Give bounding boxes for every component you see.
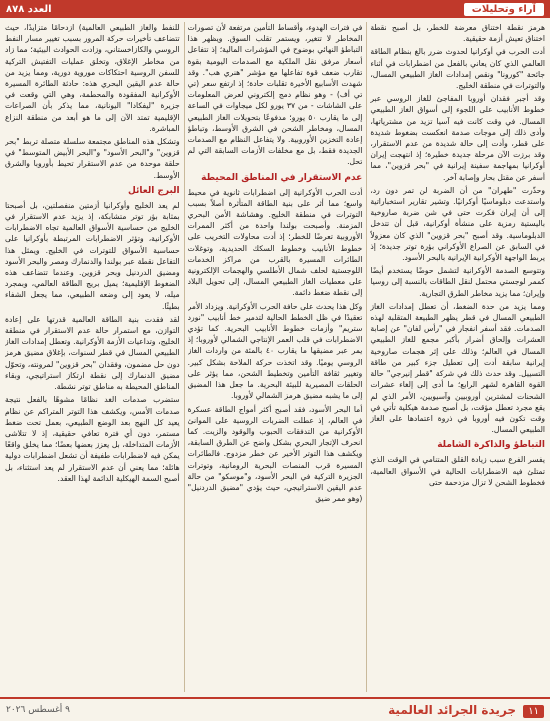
subheading: عدم الاستقرار في المناطق المحيطة [201, 172, 363, 183]
paragraph: لم يعد الخليج وأوكرانيا أزمتين منفصلتين، بل أصبحتا بمثابة بؤر توتر متشابكة، إذ يزيد عدم الاستقرار في الخليج من حساسية الأسواق العالمية تجاه الاضطرابات الأوكرانية، وتؤثر الاضطرابات المرتبطة بأوكرانيا على حساسية الأسواق للتوترات في الخليج. ويمثل هذا التفاعل نقطة عبر بولندا والدنمارك ومصر والبحر الأسود ومضيق الدردنيل وبحر قزوين. وعندما تتضاعف هذه الضغوط الإقليمية؛ يميل بريج الطاقة العالمي، وبمجرد ميله، لا يعود إلى وضعه الطبيعي، مما يجعل الشفاء بطيئًا. [4, 200, 180, 311]
paragraph: أدت الحرب في أوكرانيا لحدوث ضرر بالغ بنظام الطاقة العالمي الذي كان يعاني بالفعل من اضطرابات في أثناء جائحة "كورونا" ونقص إمدادات الغاز الطبيعي المسال، والتوترات في منطقة الخليج. [370, 47, 545, 91]
paragraph: للنفط والغاز الطبيعي العالمية) ازدحامًا متزايدًا، حيث تتضاعف تأخيرات حركة المرور بسبب تغيير مسار النفط الروسي والكازاخستاني، وزادت الحوادث البيئية؛ مما زاد من مخاطر الإغلاق، وتخلق عمليات التفتيش التركية للسفن الروسية احتكاكات موروية دورية، ومما يزيد من حالة عدم اليقين البحري هذه: حادثة الطائرة المسيرة الأوكرانية المفقودة والمحطمة، وهي التي وقعت في جزيرة "ليفكادا" اليونانية، مما يذكر بأن الصراعات الإقليمية تمتد الآن إلى ما هو أبعد من منطقة النزاع المباشرة. [4, 23, 180, 133]
paragraph: ستضرب صدمات الغد نظامًا مشوهًا بالفعل نتيجة صدمات الأمس، ويكشف هذا التوتر المتراكم عن نظام يعيد كل النهج بعد الوضع الطبيعي، بعمل تحت ضغط مستمر، دون أي فترة تعافي حقيقية، إذ لا تتلاشى الأزمات المتداخلة، بل يعزز بعضها بعضًا؛ مما يخلق واقعًا يمكن فيه لاضطرابات طفيفة أن تشعل اضطرابات دولية هائلة؛ مما يعني أن عدم الاستقرار لم يعد استثناء، بل أصبح السمة الهيكلية الدائمة لهذا العقد. [4, 395, 180, 483]
subheading: البرج العائل [127, 185, 180, 196]
paragraph: أما البحر الأسود، فقد أصبح أكثر أمواج الطاقة عسكرة في العالم، إذ عطلت الضربات الروسية على الموانئ الأوكرانية من التدفقات الحبوب والوقود والزيت. كما انحرف الإتجار البحري بشكل واضح عن الطرق السابقة، ويكشف هذا التوتر الأخير عن خطر مزدوج. فالطائرات المسيرة قرب المنصات البحرية الرومانية، وتوترات الجزيرة التركية في البحر الأسود، و"موسكو" من حالة عدم اليقين الاستراتيجي، حيث يؤدي "مضيق الدردنيل" (وهو ممر ضيق [187, 404, 363, 504]
column-left-paragraphs [5, 22, 180, 181]
column-middle-after [188, 187, 363, 505]
issue-date: ٩ أغسطس ٢٠٢٦ [6, 705, 71, 715]
paragraph: وتشكل هذه المناطق مجتمعة سلسلة متصلة تربط "بحر قزوين" و"البحر الأسود" و"البحر الأبيض المتوسط" في حلقة موحدة من عدم الاستقرار تحيط بأوروبا والشرق الأوسط. [4, 137, 180, 180]
paragraph: هرمز نقطة اختناق معرضة للخطر، بل أصبح نقطة اختناق تعيش أزمة حقيقية. [370, 23, 545, 44]
column-middle-paragraphs [188, 22, 363, 168]
subheading: التباطؤ والذاكرة الشاملة [437, 440, 545, 451]
page-header [0, 0, 550, 18]
paragraph: لقد فقدت بنية الطاقة العالمية قدرتها على إعادة التوازن، مع استمرار حالة عدم الاستقرار في منطقة الخليج، وتداعيات الأزمة الأوكرانية. وتعطل إمدادات الغاز الطبيعي المسال في قطر لسنوات، بإغلاق مضيق هرمز دون حل مضمون، وفقدان "بحر قزوين" لمرونته، وتحوّل مضيق الدنمارك إلى نقطة ارتكاز استراتيجي، وبقاء المناطق المحيطة به مناطق توتر نشطة. [4, 314, 180, 392]
paper-name: جريدة الجرائد العالمية [388, 703, 517, 717]
paragraph: ومما يزيد من حدة الضغط، أن تعطل إمدادات الغاز الطبيعي المسال في قطر يظهر الطبيعة المتقلبة لهذه الصدمات. فقد أسفر انفجار في "رأس لفان" عن إصابة العشرات وإلحاق أضرار بأكبر مجمع للغاز الطبيعي المسال في العالم؛ وذلك على إثر هجمات صاروخية إيرانية سابقة أدت إلى تعطيل جزء كبير من طاقة التسييل. وقد حدث ذلك في شركة "قطر إنيرجي" حالة القوة القاهرة لشهر الرابع؛ ما أدى إلى إلغاء عشرات الشحنات لمشترين أوروبيين وآسيويين، الأمر الذي لم يقع مجرد تعطل مؤقت، بل أصبح صدمة هيكلية تأتي في وقت تكون فيه أوروبا في ذروة اعتمادها على الغاز الطبيعي المسال. [370, 301, 545, 435]
paragraph: وكل هذا يحدث على حافة الحرب الأوكرانية. ويزداد الأمر تعقيدًا في ظل الخطط الحالية لتدمير خط أنابيب "نورد ستريم" وأزمات خطوط الأنابيب البحرية. كما تؤدي الاضطرابات في قلب العمر الإنتاجي الشمالي لأوروبا؛ إذ يمر عبر مضيقها ما يقارب ٤٠ بالمئة من واردات الغاز الروسي يوميًا. وقد اتخذت حركة الملاحة بشكل كبير. وتغيير ثقافة التأمين وتخطيط الشحن، مما يؤثر على الحلقات المصيرية للبيئة البحرية. ما جعل هذا المضيق إلى ما يشبه مضيق هرمز الشمالي لأوروبا. [187, 301, 363, 401]
column-left [5, 22, 180, 692]
column-right-after [370, 454, 545, 488]
footer-paper-block [388, 703, 544, 717]
column-middle [188, 22, 363, 692]
paragraph: في فترات الهدوء، وأقساط التأمين مرتفعة لأن تصورات المخاطر لا تتغير، ويستمر تقلب السوق. ويظهر هذا التباطؤ النهائي بوضوح في المؤشرات المالية؛ إذ تتفاعل أسعار مرفق نقل الملكية مع الصدمات اليومية بقوة تقارب ضعف قوة تفاعلها مع مؤشر "هنري هب". وقد شهدت الأسابيع الأخيرة تقلبات حادة؛ إذ ارتفع سعر (تي تي أف) - وهو نظام دمج إلكتروني لعرض المعلومات على الشاشات - من ٣٧ يورو لكل ميجاوات في الساعة إلى ما يقارب ٥٠ يورو؛ مدفوعًا بتحويلات الغاز الطبيعي المسال، ومخاطر الشحن في الشرق الأوسط، وتباطؤ إعادة التخزين الأوروبية. ولا يتفاعل النظام مع الصدمات الجديدة فقط، بل مع مخلفات الأزمات السابقة التي لم تحل. [187, 23, 363, 167]
article-columns [5, 22, 545, 692]
page-footer [0, 697, 550, 721]
paragraph: وتتوسع الصدمة الأوكرانية لتشمل حوضًا يستخدم أيضًا كممر لوجستي محتمل لنقل الطاقات بالنسبة إلى روسيا وإيران؛ مما يزيد مخاطر الطرق التجارية. [370, 266, 545, 298]
column-right [370, 22, 545, 692]
paragraph: يفسر الفرع سبب زيادة القلق المتنامي في الوقت الذي تمتلئ فيه الاضطرابات الحالية في الأسواق العالمية، فخطوط الشحن لا تزال مزدحمة حتى [370, 455, 545, 487]
paragraph: وقد أجبر فقدان أوروبا المفاجئ للغاز الروسي عبر خطوط الأنابيب على اللجوء إلى أسواق الغاز الطبيعي المسال. في وقت كانت فيه آسيا تزيد من مشترياتها، وأدى ذلك إلى موجات صدمة انعكست بضغوط شديدة على قطر، وأدت إلى حالة شديدة من عدم الاستقرار، وقد برزت الآن مرحلة جديدة خطيرة؛ إذ انتهجت إيران أوكرانيا بمهاجمة سفينة إيرانية في "بحر قزوين"، مما أسفر عن مقتل بحار وإصابة آخر. [370, 94, 545, 182]
section-label: آراء وتحليلات [464, 3, 544, 16]
issue-number: العدد ٨٧٨ [6, 3, 52, 15]
column-left-after [5, 200, 180, 484]
column-right-paragraphs [370, 22, 545, 435]
paragraph: وحذّرت "طهران" من أن الضربة لن تمر دون رد، واستدعت دبلوماسيًا أوكرانيًا. وتشير تقارير استخباراتية إلى أن إيران فكرت حتى في شن ضربة صاروخية باليستية رمزية على منشأة أوكرانية، قبل أن تتدخل الدبلوماسية. وقد أصبح "بحر قزوين" الذي كان معزولاً في السابق عن الصراع الأوكراني بؤرة توتر جديدة؛ إذ يربط الواجهة الأوكرانية الإيرانية بالبحر الأسود. [370, 185, 545, 263]
paragraph: أدت الحرب الأوكرانية إلى اضطرابات ثانوية في محيط واسع؛ مما أثر على بنية الطاقة المتأثرة أصلاً بسبب التوترات في منطقة الخليج. وهشاشة الأمن البحري المزمنة. وأصبحت بولندا واحدة من أكثر الممرات الأوروبية تعرضًا للخطر؛ إذ أدت محاولات التخريب على خطوط الأنابيب وخطوط السكك الحديدية، وتوغلات الطائرات المسيرة بالقرب من مراكز الخدمات اللوجستية لحلف شمال الأطلسي والهجمات الإلكترونية على معطيات الغاز الطبيعي المسال، إلى تحويل البلاد إلى نقطة ضغط دائمة. [187, 187, 363, 298]
page-number: ١١ [523, 705, 544, 718]
